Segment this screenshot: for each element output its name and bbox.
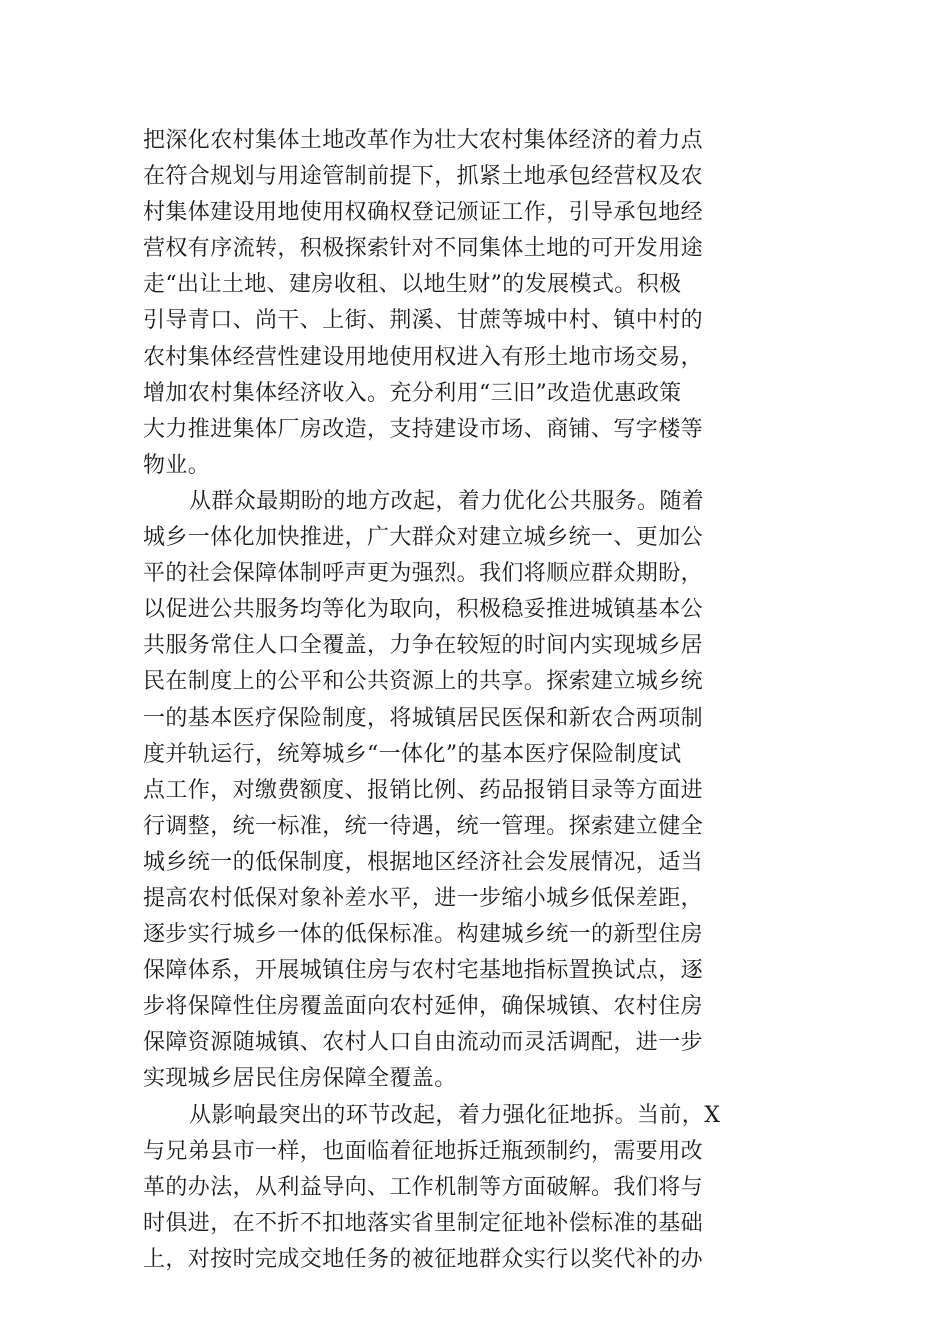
text-line: 把深化农村集体土地改革作为壮大农村集体经济的着力点 [143,128,704,153]
text-line: 革的办法，从利益导向、工作机制等方面破解。我们将与 [143,1174,704,1200]
text-line: 走“出让土地、建房收租、以地生财”的发展模式。积极 [143,272,682,298]
text-line: 村集体建设用地使用权确权登记颁证工作，引导承包地经 [143,200,704,226]
text-line: 保障资源随城镇、农村人口自由流动而灵活调配，进一步 [143,1030,704,1056]
text-line: 点工作，对缴费额度、报销比例、药品报销目录等方面进 [143,777,704,803]
paragraph-3 [143,1098,808,1278]
text-line: 步将保障性住房覆盖面向农村延伸，确保城镇、农村住房 [143,994,704,1020]
text-line: 逐步实行城乡一体的低保标准。构建城乡统一的新型住房 [143,922,704,948]
text-line: 物业。 [143,452,211,478]
text-line: 提高农村低保对象补差水平，进一步缩小城乡低保差距， [143,885,704,911]
text-line: 与兄弟县市一样，也面临着征地拆迁瓶颈制约，需要用改 [143,1138,704,1164]
text-line: 行调整，统一标准，统一待遇，统一管理。探索建立健全 [143,813,704,839]
text-line: 民在制度上的公平和公共资源上的共享。探索建立城乡统 [143,669,704,695]
text-line: 以促进公共服务均等化为取向，积极稳妥推进城镇基本公 [143,597,704,623]
document-body [143,123,808,1278]
text-line: 度并轨运行，统筹城乡“一体化”的基本医疗保险制度试 [143,741,682,767]
text-line: 大力推进集体厂房改造，支持建设市场、商铺、写字楼等 [143,416,704,442]
paragraph-1 [143,123,808,484]
text-line: 保障体系，开展城镇住房与农村宅基地指标置换试点，逐 [143,958,704,984]
text-line: 城乡统一的低保制度，根据地区经济社会发展情况，适当 [143,849,704,875]
text-line: 营权有序流转，积极探索针对不同集体土地的可开发用途 [143,236,704,262]
text-line: 实现城乡居民住房保障全覆盖。 [143,1066,457,1092]
text-line: 一的基本医疗保险制度，将城镇居民医保和新农合两项制 [143,705,704,731]
text-line: 在符合规划与用途管制前提下，抓紧土地承包经营权及农 [143,164,704,190]
text-line: 平的社会保障体制呼声更为强烈。我们将顺应群众期盼， [143,561,704,587]
text-line: 时俱进，在不折不扣地落实省里制定征地补偿标准的基础 [143,1210,704,1236]
text-line: 增加农村集体经济收入。充分利用“三旧”改造优惠政策 [143,380,682,406]
text-line: 农村集体经营性建设用地使用权进入有形土地市场交易， [143,344,704,370]
text-line: 上，对按时完成交地任务的被征地群众实行以奖代补的办 [143,1246,704,1272]
text-line: 从影响最突出的环节改起，着力强化征地拆。当前，X [189,1102,721,1128]
text-line: 城乡一体化加快推进，广大群众对建立城乡统一、更加公 [143,525,704,551]
text-line: 共服务常住人口全覆盖，力争在较短的时间内实现城乡居 [143,633,704,659]
paragraph-2 [143,484,808,1098]
text-line: 从群众最期盼的地方改起，着力优化公共服务。随着 [189,488,705,514]
text-line: 引导青口、尚干、上街、荆溪、甘蔗等城中村、镇中村的 [143,308,704,334]
